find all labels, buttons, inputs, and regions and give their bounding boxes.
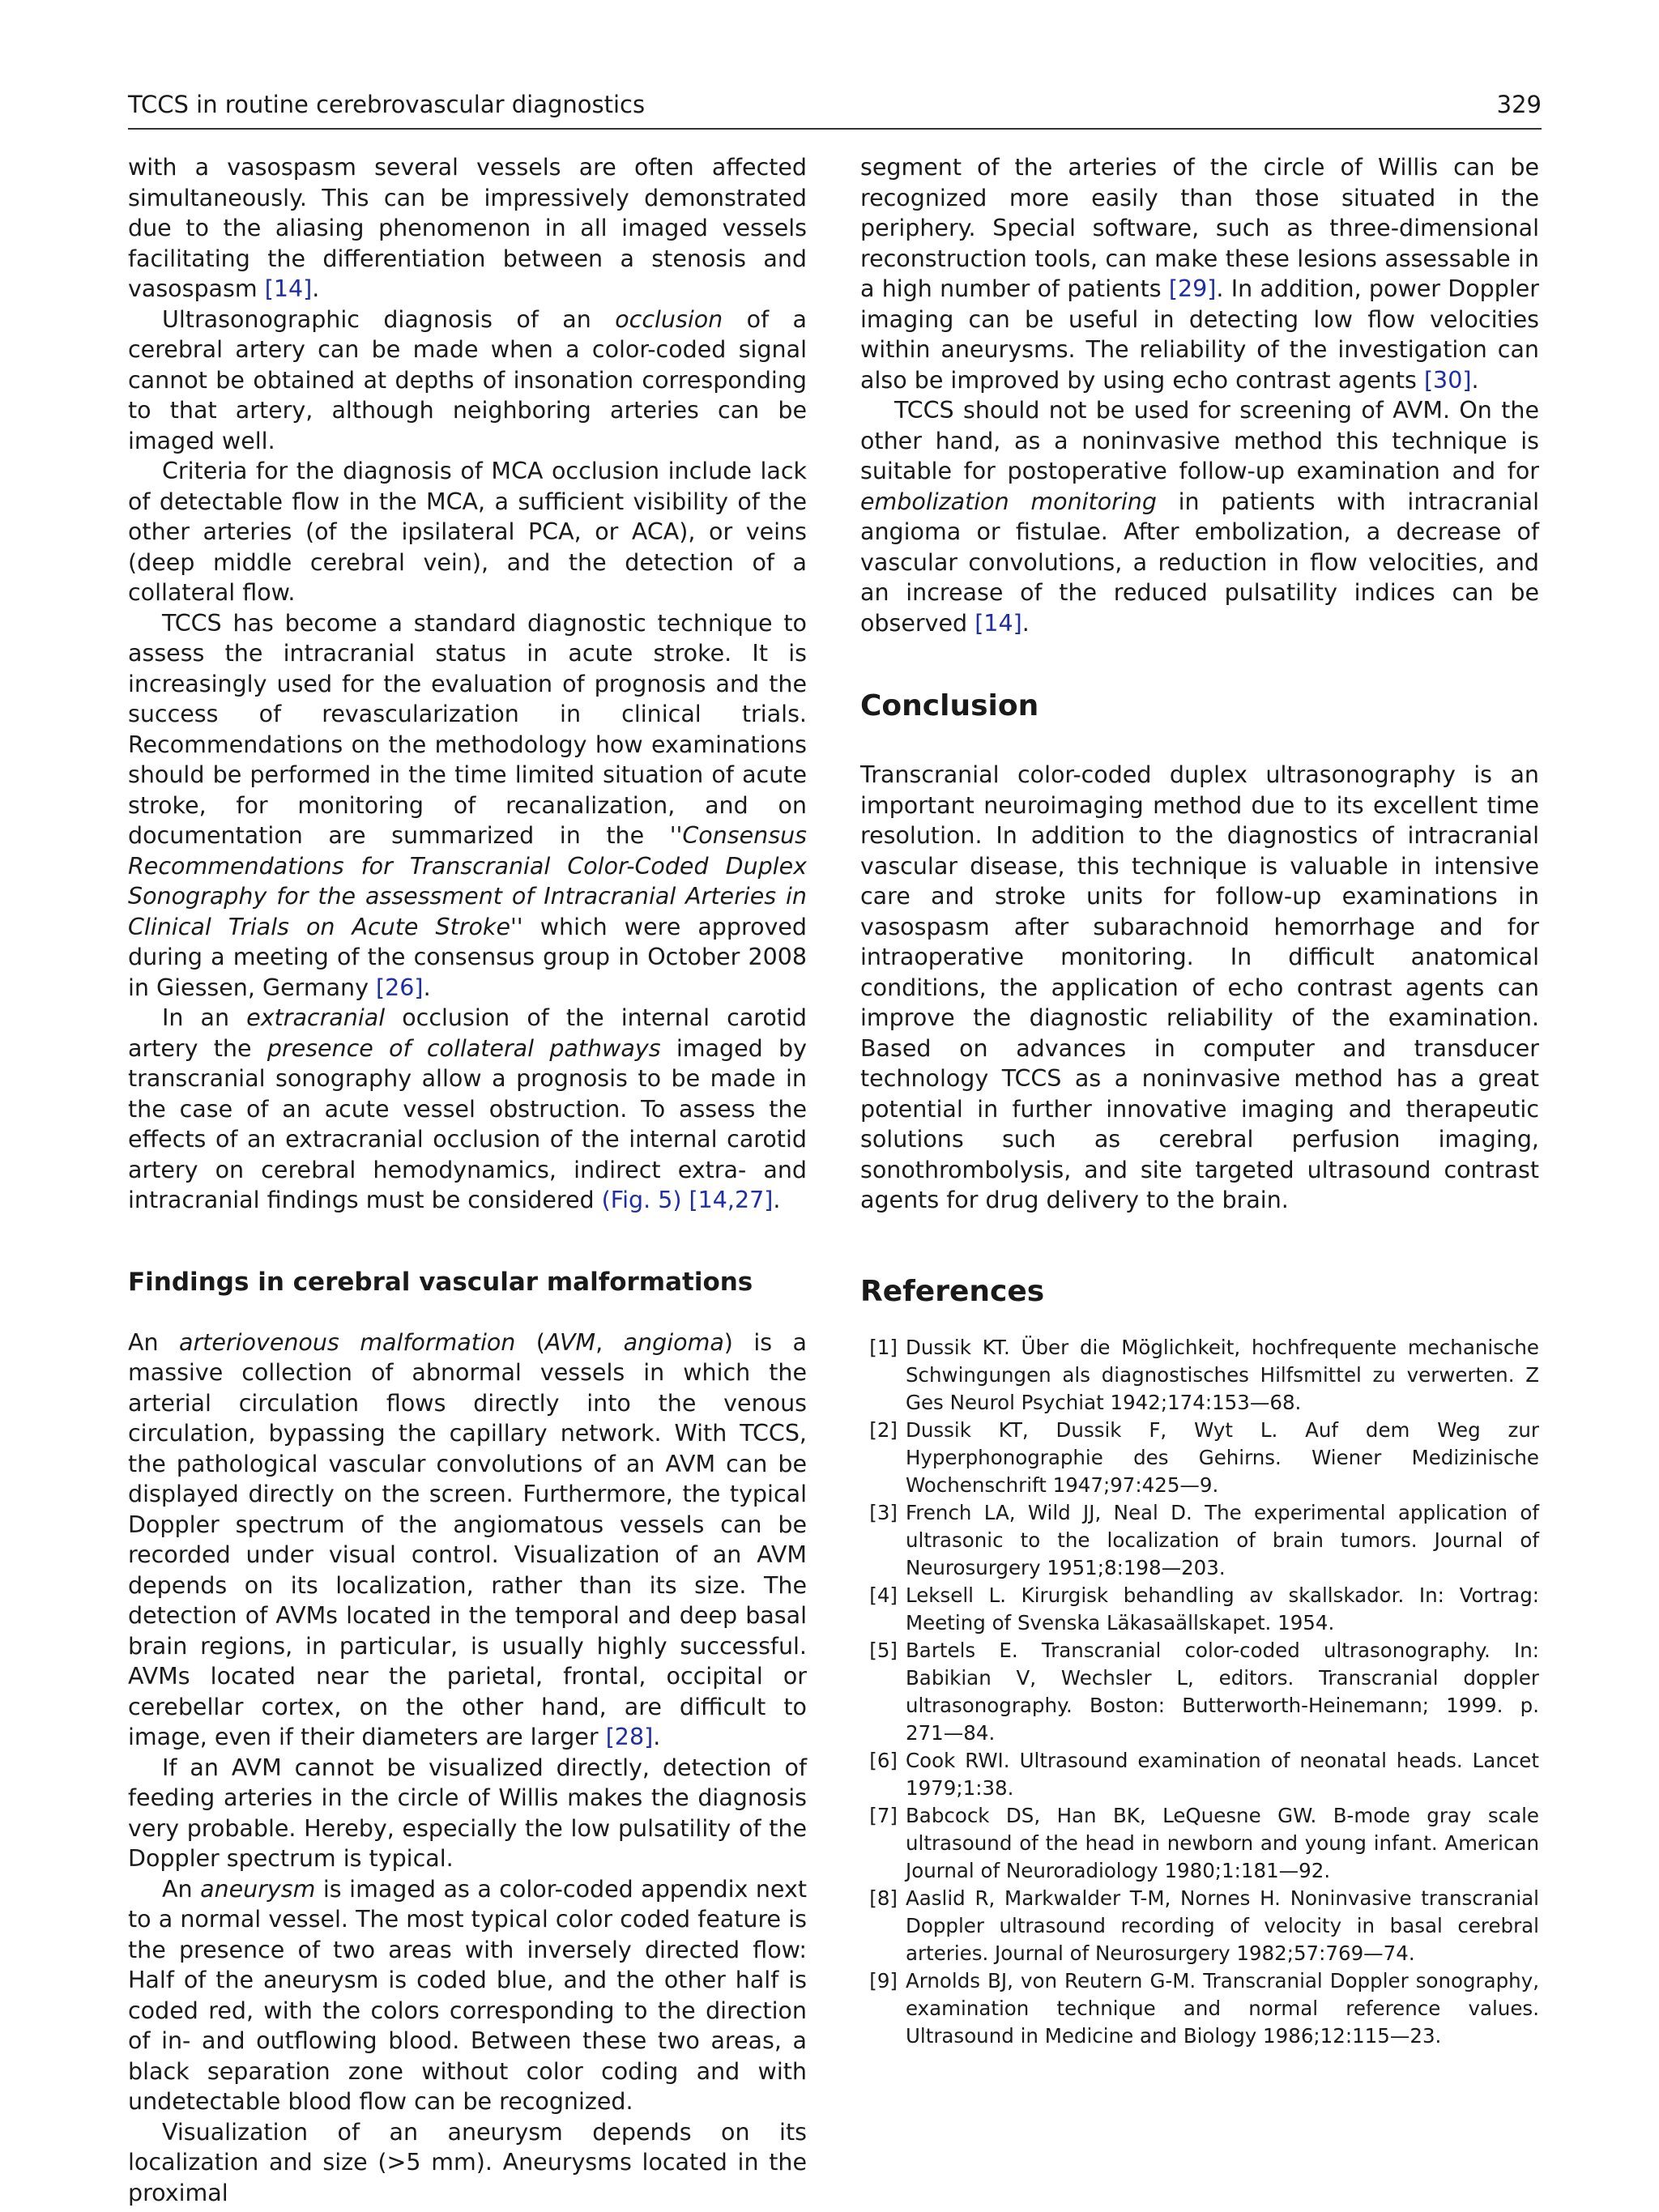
reference-item [860, 1967, 1539, 2050]
reference-number: [8] [869, 1886, 898, 1910]
citation-link[interactable]: [28] [605, 1724, 654, 1750]
text: . [653, 1724, 661, 1750]
paragraph [860, 395, 1539, 638]
text: . In addition, power Doppler imaging can be useful in detecting low flow velocities within aneurysms. The reliability of the investigation can also be improved by using echo contrast agents [860, 275, 1539, 394]
emphasis: embolization monitoring [860, 488, 1157, 515]
section-heading: Findings in cerebral vascular malformations [128, 1267, 753, 1297]
paragraph: Visualization of an aneurysm depends on its localization and size (>5 mm). Aneurysms located in the proximal [128, 2118, 807, 2206]
right-column [860, 152, 1539, 2050]
text: An [128, 1328, 179, 1356]
reference-text: Bartels E. Transcranial color-coded ultrasonography. In: Babikian V, Wechsler L, editors. Transcranial doppler ultrasonography. Boston: Butterworth-Heinemann; 1999. p. 271—84. [906, 1638, 1539, 1745]
reference-item [860, 1747, 1539, 1802]
paragraph [860, 152, 1539, 395]
text: of a cerebral artery can be made when a color-coded signal cannot be obtained at depths of insonation corresponding to that artery, although neighboring arteries can be imaged well. [128, 305, 807, 454]
paragraph [128, 608, 807, 1004]
emphasis: angioma [623, 1328, 724, 1356]
text: TCCS has become a standard diagnostic technique to assess the intracranial status in acute stroke. It is increasingly used for the evaluation of prognosis and the success of revascularization in clinical trials. Recommendations on the methodology how examinations should be performed in the time limited situation of acute stroke, for monitoring of recanalization, and on documentation are summarized in the [128, 609, 807, 849]
reference-number: [9] [869, 1968, 898, 1993]
paragraph [128, 1874, 807, 2117]
citation-link[interactable]: (Fig. 5) [14,27] [601, 1187, 774, 1213]
paragraph [128, 305, 807, 457]
paragraph [128, 1003, 807, 1216]
reference-text: Cook RWI. Ultrasound examination of neonatal heads. Lancet 1979;1:38. [906, 1748, 1539, 1800]
text: . [1471, 366, 1479, 394]
text: is imaged as a color-coded appendix next to a normal vessel. The most typical color coded feature is the presence of two areas with inversely directed flow: Half of the aneurysm is coded blue, and the other half is coded red, with the colors corresponding to the direction of in- and outflowing blood. Between these two areas, a black separation zone without color coding and with undetectable blood flow can be recognized. [128, 1875, 807, 2115]
text: An [162, 1875, 201, 1903]
reference-item [860, 1802, 1539, 1885]
emphasis: AVM [544, 1328, 596, 1356]
reference-item [860, 1637, 1539, 1747]
page-header [128, 89, 1542, 130]
paragraph [128, 152, 807, 305]
text: Ultrasonographic diagnosis of an [162, 305, 616, 333]
conclusion-heading: Conclusion [860, 689, 1039, 722]
emphasis: aneurysm [200, 1875, 316, 1903]
text: ) is a massive collection of abnormal vessels in which the arterial circulation flows directly into the venous circulation, bypassing the capillary network. With TCCS, the pathological vascular convolutions of an AVM can be displayed directly on the screen. Furthermore, the typical Doppler spectrum of the angiomatous vessels can be recorded under visual control. Visualization of an AVM depends on its localization, rather than its size. The detection of AVMs located in the temporal and deep basal brain regions, in particular, is usually highly successful. AVMs located near the parietal, frontal, occipital or cerebellar cortex, on the other hand, are difficult to image, even if their diameters are larger [128, 1328, 808, 1750]
reference-text: Aaslid R, Markwalder T-M, Nornes H. Noninvasive transcranial Doppler ultrasound recording of velocity in basal cerebral arteries. Journal of Neurosurgery 1982;57:769—74. [906, 1886, 1539, 1965]
reference-text: French LA, Wild JJ, Neal D. The experimental application of ultrasonic to the localization of brain tumors. Journal of Neurosurgery 1951;8:198—203. [906, 1500, 1539, 1579]
text: . [1021, 609, 1030, 637]
citation-link[interactable]: [14] [264, 275, 313, 302]
reference-text: Arnolds BJ, von Reutern G-M. Transcranial Doppler sonography, examination technique and normal reference values. Ultrasound in Medicine and Biology 1986;12:115—23. [906, 1968, 1539, 2048]
reference-text: Leksell L. Kirurgisk behandling av skallskador. In: Vortrag: Meeting of Svenska Läkasaällskapet. 1954. [906, 1583, 1539, 1634]
text: , [595, 1328, 624, 1356]
text: . [312, 275, 320, 302]
references-heading: References [860, 1274, 1045, 1308]
paragraph: Criteria for the diagnosis of MCA occlusion include lack of detectable flow in the MCA, a sufficient visibility of the other arteries (of the ipsilateral PCA, or ACA), or veins (deep middle cerebral vein), and the detection of a collateral flow. [128, 458, 807, 606]
text: . [423, 974, 431, 1001]
text: which were approved during a meeting of the consensus group in October 2008 in Giessen, Germany [128, 913, 807, 1001]
text: imaged by transcranial sonography allow a prognosis to be made in the case of an acute vessel obstruction. To assess the effects of an extracranial occlusion of the internal carotid artery on cerebral hemodynamics, indirect extra- and intracranial findings must be considered [128, 1034, 808, 1213]
text: occlusion of the internal carotid artery the [128, 1004, 807, 1062]
text: ( [515, 1328, 545, 1356]
reference-item [860, 1499, 1539, 1582]
paragraph [128, 1328, 807, 1753]
emphasis: presence of collateral pathways [267, 1034, 661, 1062]
paragraph: Transcranial color-coded duplex ultrasonography is an important neuroimaging method due to its excellent time resolution. In addition to the diagnostics of intracranial vascular disease, this technique is valuable in intensive care and stroke units for follow-up examinations in vasospasm after subarachnoid hemorrhage and for intraoperative monitoring. In difficult anatomical conditions, the application of echo contrast agents can improve the diagnostic reliability of the examination. Based on advances in computer and transducer technology TCCS as a noninvasive method has a great potential in further innovative imaging and therapeutic solutions such as cerebral perfusion imaging, sonothrombolysis, and site targeted ultrasound contrast agents for drug delivery to the brain. [860, 761, 1539, 1213]
reference-item [860, 1885, 1539, 1967]
reference-text: Dussik KT. Über die Möglichkeit, hochfrequente mechanische Schwingungen als diagnostisches Hilfsmittel zu verwerten. Z Ges Neurol Psychiat 1942;174:153—68. [906, 1335, 1539, 1414]
citation-link[interactable]: [30] [1423, 366, 1472, 394]
text: In an [162, 1004, 247, 1031]
page-number: 329 [1496, 91, 1542, 118]
citation-link[interactable]: [14] [975, 609, 1022, 637]
reference-number: [7] [869, 1803, 898, 1827]
text: in patients with intracranial angioma or fistulae. After embolization, a decrease of vascular convolutions, a reduction in flow velocities, and an increase of the reduced pulsatility indices can be observed [860, 488, 1539, 637]
reference-number: [3] [869, 1500, 898, 1524]
emphasis: ''Consensus Recommendations for Transcranial Color-Coded Duplex Sonography for the assessment of Intracranial Arteries in Clinical Trials on Acute Stroke'' [128, 822, 807, 940]
text: . [773, 1187, 781, 1213]
emphasis: extracranial [246, 1004, 386, 1031]
reference-number: [5] [869, 1638, 898, 1662]
text: TCCS should not be used for screening of AVM. On the other hand, as a noninvasive method this technique is suitable for postoperative follow-up examination and for [860, 397, 1539, 484]
reference-number: [6] [869, 1748, 898, 1772]
emphasis: arteriovenous malformation [179, 1328, 516, 1356]
reference-text: Babcock DS, Han BK, LeQuesne GW. B-mode gray scale ultrasound of the head in newborn and young infant. American Journal of Neuroradiology 1980;1:181—92. [906, 1803, 1539, 1882]
text: segment of the arteries of the circle of Willis can be recognized more easily than those situated in the periphery. Special software, such as three-dimensional reconstruction tools, can make these lesions assessable in a high number of patients [860, 154, 1539, 302]
reference-text: Dussik KT, Dussik F, Wyt L. Auf dem Weg zur Hyperphonographie des Gehirns. Wiener Medizinische Wochenschrift 1947;97:425—9. [906, 1417, 1539, 1497]
paragraph: If an AVM cannot be visualized directly, detection of feeding arteries in the circle of Willis makes the diagnosis very probable. Hereby, especially the low pulsatility of the Doppler spectrum is typical. [128, 1754, 807, 1872]
left-column [128, 152, 807, 2208]
reference-number: [2] [869, 1417, 898, 1442]
reference-item [860, 1582, 1539, 1637]
text: with a vasospasm several vessels are often affected simultaneously. This can be impressively demonstrated due to the aliasing phenomenon in all imaged vessels facilitating the differentiation between a stenosis and vasospasm [128, 154, 807, 302]
reference-list [860, 1334, 1539, 2050]
emphasis: occlusion [615, 305, 723, 333]
running-title: TCCS in routine cerebrovascular diagnostics [128, 91, 646, 118]
citation-link[interactable]: [29] [1168, 275, 1217, 302]
reference-number: [1] [869, 1335, 898, 1359]
reference-number: [4] [869, 1583, 898, 1607]
reference-item [860, 1417, 1539, 1499]
reference-item [860, 1334, 1539, 1417]
citation-link[interactable]: [26] [376, 974, 424, 1001]
